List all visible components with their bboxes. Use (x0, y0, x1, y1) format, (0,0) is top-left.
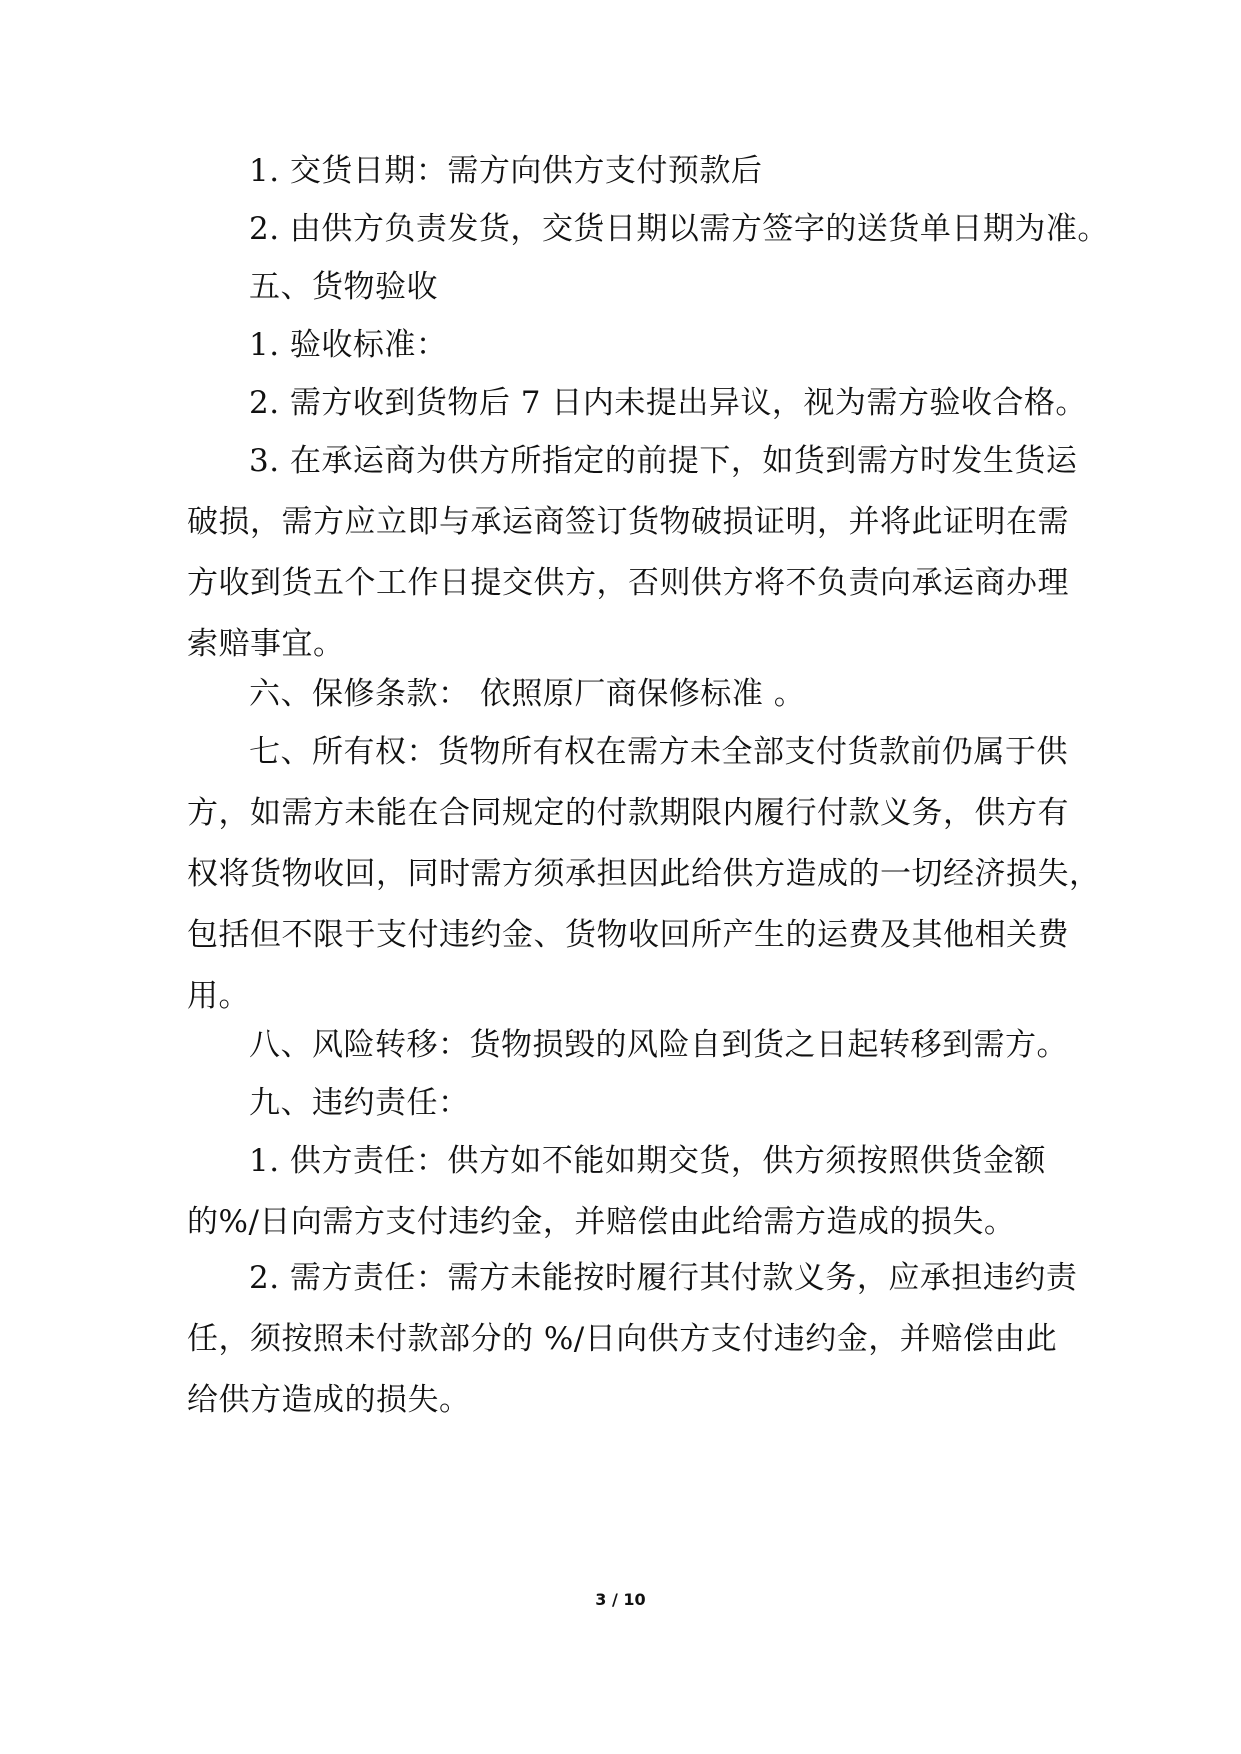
paragraph-carrier-damage (187, 431, 1078, 675)
page-number: 3 / 10 (595, 1590, 646, 1609)
paragraph-line: 1. 供方责任：供方如不能如期交货，供方须按照供货金额 (249, 1143, 1046, 1179)
section-ownership (187, 722, 1101, 1027)
section-heading-warranty (187, 664, 1067, 725)
paragraph-line: 七、所有权：货物所有权在需方未全部支付货款前仍属于供 (249, 734, 1068, 770)
paragraph-line: 方收到货五个工作日提交供方，否则供方将不负责向承运商办理 (187, 565, 1069, 601)
section-heading-liability (187, 1073, 1067, 1134)
paragraph-shipping (187, 199, 1109, 260)
section-heading-acceptance (187, 257, 1067, 318)
paragraph-line: 八、风险转移：货物损毁的风险自到货之日起转移到需方。 (249, 1027, 1068, 1063)
paragraph-line: 2. 需方收到货物后 7 日内未提出异议，视为需方验收合格。 (249, 385, 1087, 421)
paragraph-line: 2. 需方责任：需方未能按时履行其付款义务，应承担违约责 (249, 1260, 1078, 1296)
paragraph-line: 包括但不限于支付违约金、货物收回所产生的运费及其他相关费 (187, 917, 1069, 953)
paragraph-line: 五、货物验收 (249, 269, 438, 305)
paragraph-acceptance-standard (187, 315, 1067, 376)
paragraph-line: 的%/日向需方支付违约金，并赔偿由此给需方造成的损失。 (187, 1204, 1016, 1240)
paragraph-line: 九、违约责任： (249, 1085, 470, 1121)
paragraph-line: 2. 由供方负责发货，交货日期以需方签字的送货单日期为准。 (249, 211, 1109, 247)
paragraph-line: 破损，需方应立即与承运商签订货物破损证明，并将此证明在需 (187, 504, 1069, 540)
paragraph-line: 用。 (187, 978, 250, 1014)
paragraph-line: 方，如需方未能在合同规定的付款期限内履行付款义务，供方有 (187, 795, 1069, 831)
paragraph-line: 1. 交货日期：需方向供方支付预款后 (249, 153, 763, 189)
paragraph-line: 3. 在承运商为供方所指定的前提下，如货到需方时发生货运 (249, 443, 1078, 479)
paragraph-line: 1. 验收标准： (249, 327, 448, 363)
paragraph-acceptance-objection (187, 373, 1087, 434)
paragraph-buyer-liability (187, 1248, 1078, 1431)
paragraph-supplier-liability (187, 1131, 1067, 1253)
paragraph-line: 给供方造成的损失。 (187, 1382, 471, 1418)
paragraph-line: 权将货物收回，同时需方须承担因此给供方造成的一切经济损失， (187, 856, 1101, 892)
section-risk-transfer (187, 1015, 1067, 1076)
paragraph-line: 索赔事宜。 (187, 626, 345, 662)
paragraph-line: 六、保修条款： 依照原厂商保修标准 。 (249, 676, 806, 712)
paragraph-delivery-date (187, 141, 1067, 202)
paragraph-line: 任，须按照未付款部分的 %/日向供方支付违约金，并赔偿由此 (187, 1321, 1058, 1357)
